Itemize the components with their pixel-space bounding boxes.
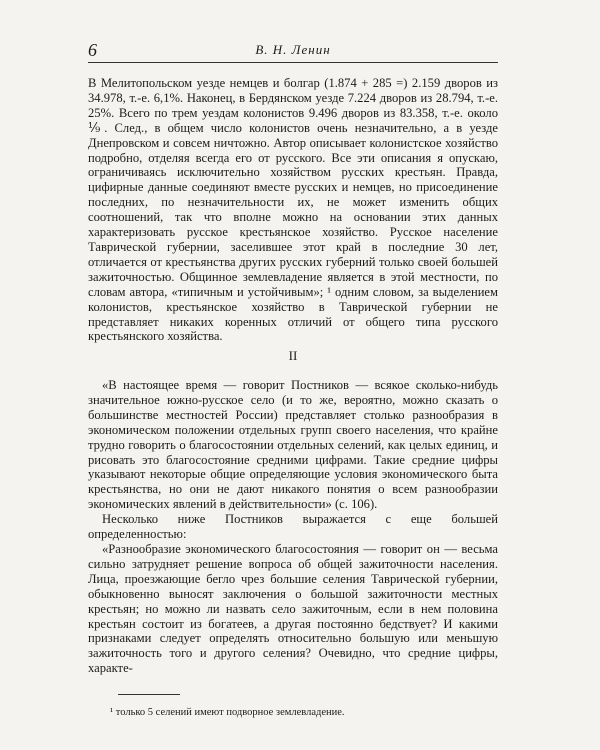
section-2: [88, 378, 498, 676]
page-number: 6: [88, 40, 97, 60]
section-number: II: [288, 348, 298, 363]
page-header: [88, 40, 498, 63]
footnote-divider: [118, 694, 180, 695]
paragraph: «Разнообразие экономического благосостояния — говорит он — весьма сильно затрудняет решение вопроса об общей зажиточности населения. Лица, проезжающие бегло чрез большие селения Таврической губернии, обыкновенно выносят заключения о большой зажиточности местных крестьян; но можно ли назвать село зажиточным, если в нем половина крестьян состоит из богатеев, а другая постоянно бедствует? И какими признаками следует определять относительно большую или меньшую зажиточность того и другого селения? Очевидно, что средние цифры, характе-: [88, 541, 498, 676]
footnote: ¹ только 5 селений имеют подворное землевладение.: [110, 707, 345, 718]
paragraph: Несколько ниже Постников выражается с еще большей определенностью:: [88, 512, 498, 542]
paragraph: «В настоящее время — говорит Постников — всякое сколько-нибудь значительное южно-русское село (и то же, вероятно, можно сказать о большинстве местностей России) представляет столько разнообразия в экономическом положении отдельных групп своего населения, что крайне трудно говорить о благосостоянии отдельных селений, как целых единиц, и рисовать это благосостояние средними цифрами. Такие средние цифры указывают некоторые общие определяющие условия экономического быта крестьянства, но они не дают никакого понятия о всем разнообразии экономических явлений в действительности» (с. 106).: [88, 378, 498, 512]
section-1: [88, 76, 498, 344]
paragraph: В Мелитопольском уезде немцев и болгар (1.874 + 285 =) 2.159 дворов из 34.978, т.-е. 6,1%. Наконец, в Бердянском уезде 7.224 дворов из 28.794, т.-е. 25%. Всего по трем уездам колонистов 9.496 дворов из 83.358, т.-е. около ⅑. След., в общем число колонистов очень незначительно, а в уезде Днепровском и совсем ничтожно. Автор описывает колонистское хозяйство подробно, отделяя всегда его от русского. Все эти описания я опускаю, ограничиваясь исключительно хозяйством русских крестьян. Правда, цифирные данные соединяют вместе русских и немцев, но присоединение последних, по незначительности их, не может изменить общих соотношений, так что вполне можно на основании этих данных характеризовать русское крестьянское хозяйство. Русское население Таврической губернии, заселившее этот край в последние 30 лет, отличается от крестьянства других русских губерний только своей большей зажиточностью. Общинное землевладение является в этой местности, по словам автора, «типичным и устойчивым»; ¹ одним словом, за выделением колонистов, крестьянское хозяйство в Таврической губернии не представляет никаких коренных отличий от общего типа русского крестьянского хозяйства.: [88, 76, 498, 344]
running-head: В. Н. Ленин: [255, 42, 331, 57]
